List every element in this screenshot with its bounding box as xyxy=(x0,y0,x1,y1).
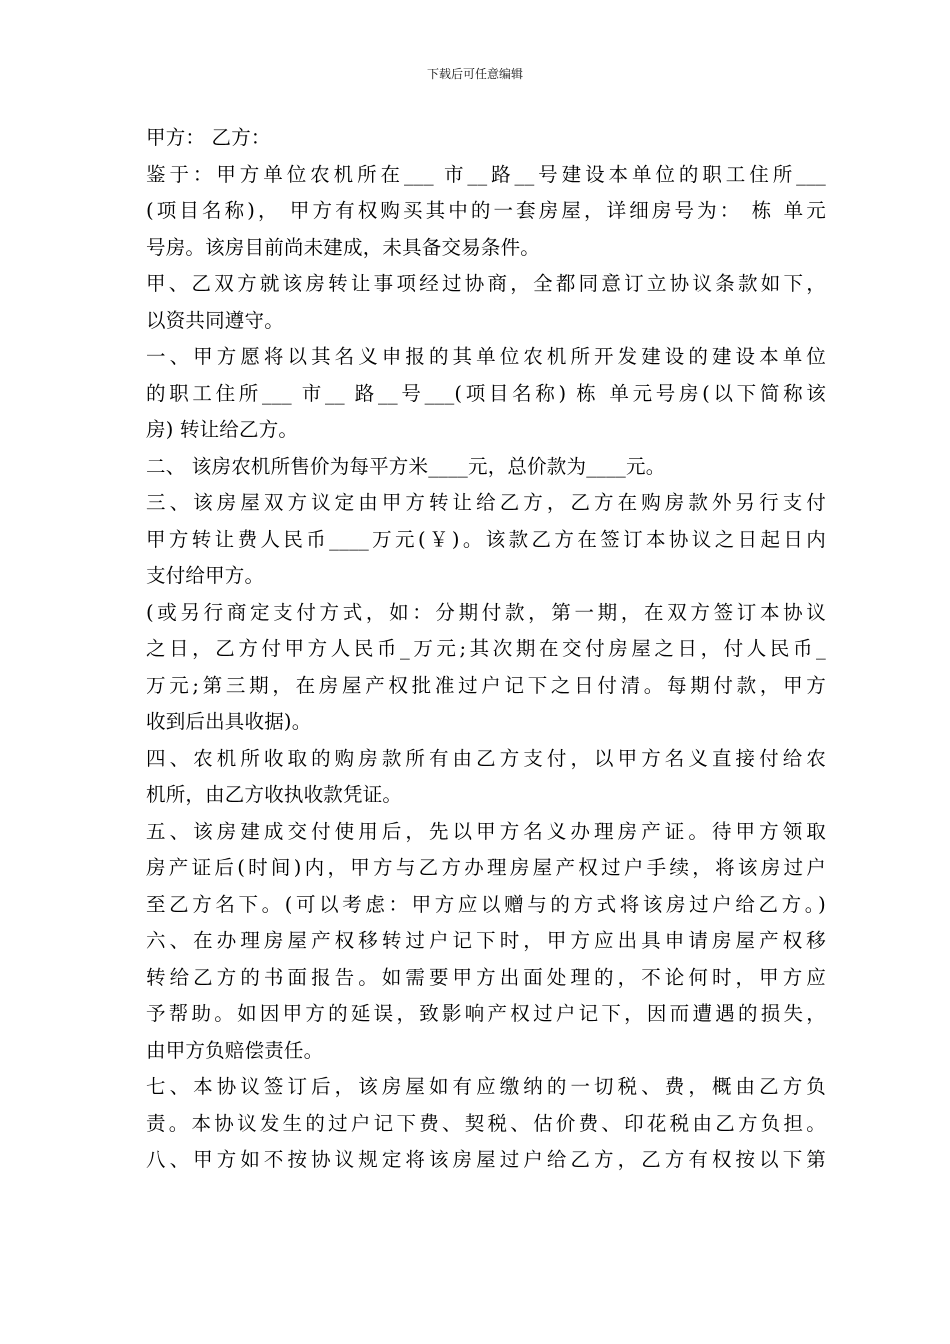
text-line: 予帮助。如因甲方的延误，致影响产权过户记下，因而遭遇的损失， xyxy=(146,1002,826,1025)
text-line: 七、本协议签订后，该房屋如有应缴纳的一切税、费，概由乙方负 xyxy=(146,1075,826,1098)
text-line: 至乙方名下。(可以考虑：甲方应以赠与的方式将该房过户给乙方。) xyxy=(146,892,826,916)
text-line: 支付给甲方。 xyxy=(146,564,265,587)
document-body xyxy=(146,120,826,1179)
text-line: 八、甲方如不按协议规定将该房屋过户给乙方，乙方有权按以下第 xyxy=(146,1148,826,1171)
text-line: 以资共同遵守。 xyxy=(146,308,284,332)
text-line: 甲方： 乙方： xyxy=(146,126,271,149)
text-line: 责。本协议发生的过户记下费、契税、估价费、印花税由乙方负担。 xyxy=(146,1111,826,1135)
text-line: 六、在办理房屋产权移转过户记下时，甲方应出具申请房屋产权移 xyxy=(146,929,826,952)
text-line: 万元;第三期，在房屋产权批准过户记下之日付清。每期付款，甲方 xyxy=(146,673,826,697)
page-header: 下载后可任意编辑 xyxy=(426,67,523,81)
text-line: 机所，由乙方收执收款凭证。 xyxy=(146,783,403,806)
text-line: 二、 该房农机所售价为每平方米____元，总价款为____元。 xyxy=(146,454,666,478)
text-line: (项目名称)， 甲方有权购买其中的一套房屋，详细房号为： 栋 单元 xyxy=(146,199,826,222)
text-line: 鉴于：甲方单位农机所在___ 市__路__号建设本单位的职工住所___ xyxy=(146,162,826,186)
text-line: 房) 转让给乙方。 xyxy=(146,418,299,441)
text-line: 收到后出具收据)。 xyxy=(146,710,312,733)
text-line: 三、该房屋双方议定由甲方转让给乙方，乙方在购房款外另行支付 xyxy=(146,491,826,514)
text-line: 五、该房建成交付使用后，先以甲方名义办理房产证。待甲方领取 xyxy=(146,819,826,843)
text-line: 四、农机所收取的购房款所有由乙方支付，以甲方名义直接付给农 xyxy=(146,746,826,770)
text-line: 房产证后(时间)内，甲方与乙方办理房屋产权过户手续，将该房过户 xyxy=(146,856,826,879)
text-line: (或另行商定支付方式，如：分期付款，第一期，在双方签订本协议 xyxy=(146,600,826,624)
text-line: 号房。该房目前尚未建成，未具备交易条件。 xyxy=(146,235,541,259)
text-line: 之日，乙方付甲方人民币_万元;其次期在交付房屋之日，付人民币_ xyxy=(146,637,826,660)
text-line: 甲、乙双方就该房转让事项经过协商，全都同意订立协议条款如下， xyxy=(146,272,826,295)
text-line: 的职工住所___ 市__ 路__号___(项目名称) 栋 单元号房(以下简称该 xyxy=(146,381,826,405)
text-line: 由甲方负赔偿责任。 xyxy=(146,1038,324,1062)
text-line: 甲方转让费人民币____万元(￥)。该款乙方在签订本协议之日起日内 xyxy=(146,527,826,551)
text-line: 一、甲方愿将以其名义申报的其单位农机所开发建设的建设本单位 xyxy=(146,345,826,368)
text-line: 转给乙方的书面报告。如需要甲方出面处理的，不论何时，甲方应 xyxy=(146,965,826,989)
